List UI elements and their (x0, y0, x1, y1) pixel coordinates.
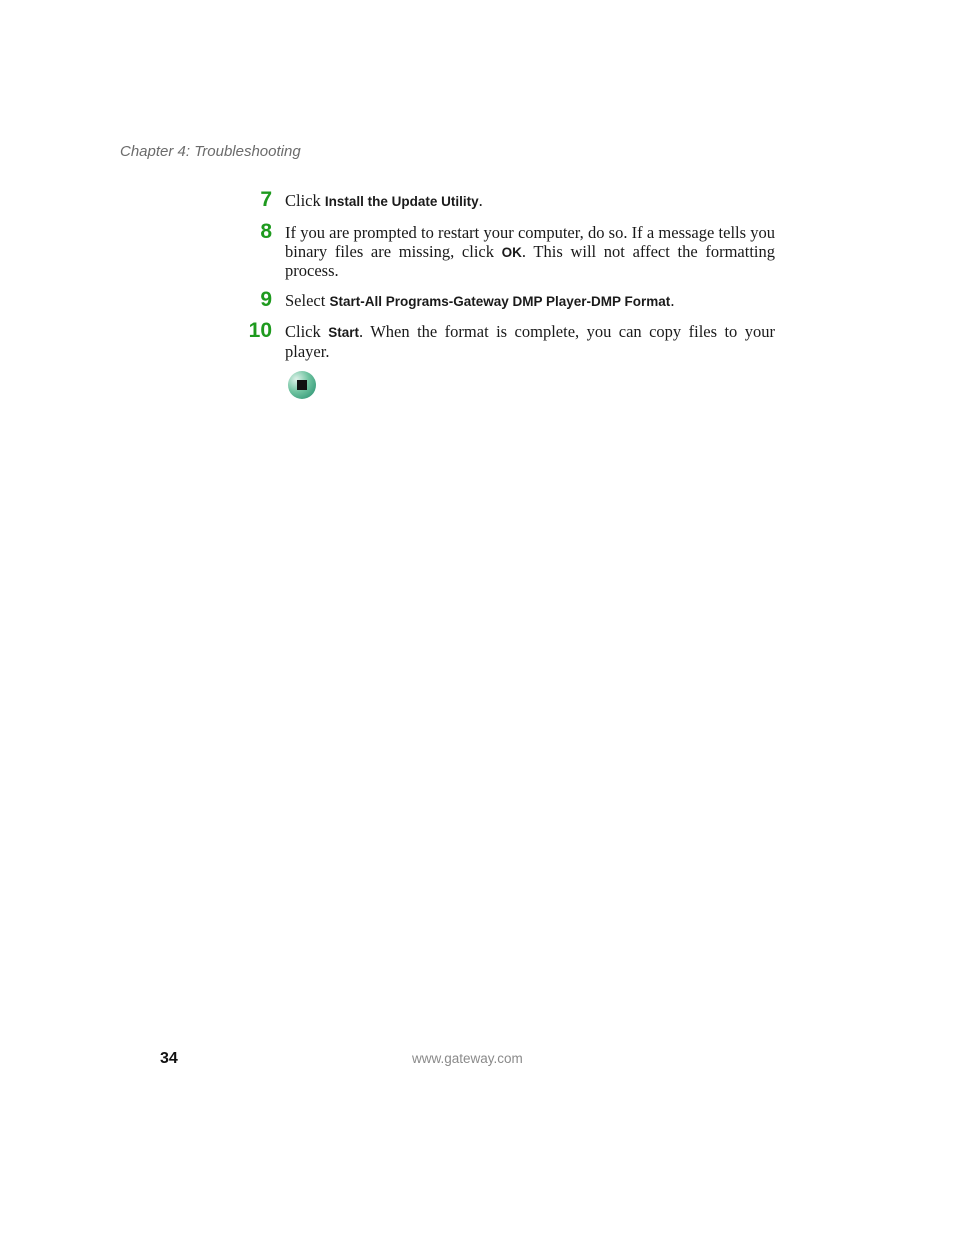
stop-icon (288, 371, 316, 399)
step-number: 9 (260, 288, 272, 311)
step-text: Click Install the Update Utility. (285, 191, 483, 210)
footer-url: www.gateway.com (412, 1051, 523, 1066)
ui-label-start: Start (328, 325, 359, 340)
ui-label-dmp-format-path: Start-All Programs-Gateway DMP Player-DMP Format (329, 294, 671, 309)
step-text: If you are prompted to restart your computer, do so. If a message tells you binary files are missing, click OK. This will not affect the formatting process. (285, 223, 775, 280)
ui-label-install-update-utility: Install the Update Utility (324, 194, 479, 209)
ui-label-ok: OK (501, 244, 522, 260)
step-number: 10 (248, 319, 272, 342)
chapter-header: Chapter 4: Troubleshooting (120, 143, 301, 160)
step-text: Click Start. When the format is complete, you can copy files to your player. (285, 322, 775, 361)
page-number: 34 (160, 1050, 178, 1067)
step-text: Select Start-All Programs-Gateway DMP Player-DMP Format. (285, 291, 675, 310)
step-number: 7 (260, 188, 272, 211)
step-number: 8 (260, 220, 272, 243)
